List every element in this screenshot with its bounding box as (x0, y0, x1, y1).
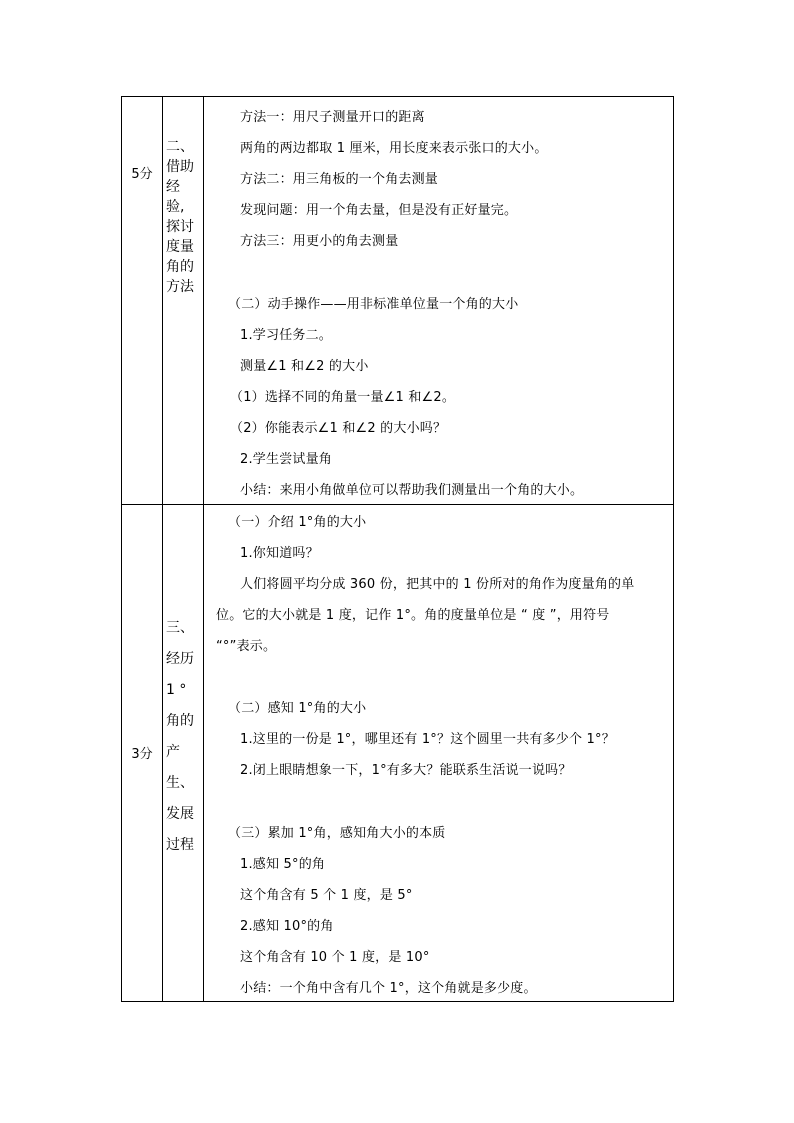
column-divider (162, 97, 163, 504)
stage-line: 生、 (166, 775, 194, 791)
content-line: 1.这里的一份是 1°，哪里还有 1°？这个圆里一共有多少个 1°？ (240, 732, 615, 747)
content-line: “°”表示。 (216, 639, 277, 654)
content-line: 方法三：用更小的角去测量 (240, 234, 399, 249)
content-line: 两角的两边都取 1 厘米，用长度来表示张口的大小。 (240, 141, 548, 156)
content-line: 1.学习任务二。 (240, 328, 333, 343)
content-line: 这个角含有 5 个 1 度，是 5° (240, 888, 413, 903)
content-line: 位。它的大小就是 1 度，记作 1°。角的度量单位是 “ 度 ”，用符号 (216, 608, 610, 623)
stage-line: 方法 (166, 279, 194, 295)
stage-line: 发展 (166, 806, 194, 822)
content-line: （二）感知 1°角的大小 (228, 701, 367, 716)
stage-cell (166, 618, 200, 866)
table-row (122, 505, 673, 1001)
content-line: 2.感知 10°的角 (240, 919, 334, 934)
stage-line: 二、 (166, 139, 194, 155)
content-line: 1.你知道吗？ (240, 546, 319, 561)
lesson-plan-table (121, 96, 674, 1002)
time-cell: 5分 (131, 167, 153, 182)
table-row (122, 97, 673, 505)
stage-line: 度量 (166, 239, 194, 255)
stage-cell (166, 137, 200, 297)
content-line: 人们将圆平均分成 360 份，把其中的 1 份所对的角作为度量角的单 (240, 577, 635, 592)
content-line: （三）累加 1°角，感知角大小的本质 (228, 826, 446, 841)
content-line: 小结：来用小角做单位可以帮助我们测量出一个角的大小。 (240, 483, 584, 498)
content-cell (204, 505, 673, 1001)
content-line: （二）动手操作——用非标准单位量一个角的大小 (228, 297, 519, 312)
time-cell: 3分 (131, 747, 153, 762)
content-line: 1.感知 5°的角 (240, 857, 326, 872)
stage-line: 经历 (166, 651, 194, 667)
content-cell (204, 97, 673, 504)
content-line: （1）选择不同的角量一量∠1 和∠2。 (230, 390, 456, 405)
content-line: 测量∠1 和∠2 的大小 (240, 359, 369, 374)
column-divider (162, 505, 163, 1001)
content-line: （一）介绍 1°角的大小 (228, 515, 367, 530)
content-line: 方法二：用三角板的一个角去测量 (240, 172, 439, 187)
content-line: 方法一：用尺子测量开口的距离 (240, 110, 425, 125)
content-line: 这个角含有 10 个 1 度，是 10° (240, 950, 430, 965)
stage-line: 1 ° (166, 682, 187, 698)
content-line: 发现问题：用一个角去量，但是没有正好量完。 (240, 203, 518, 218)
stage-line: 经 (166, 179, 180, 195)
content-line: 2.闭上眼睛想象一下，1°有多大？能联系生活说一说吗？ (240, 763, 572, 778)
stage-line: 借助 (166, 159, 194, 175)
stage-line: 验, (166, 199, 185, 215)
content-line: 2.学生尝试量角 (240, 452, 333, 467)
stage-line: 角的 (166, 713, 194, 729)
stage-line: 过程 (166, 837, 194, 853)
content-line: 小结：一个角中含有几个 1°，这个角就是多少度。 (240, 981, 537, 996)
stage-line: 角的 (166, 259, 194, 275)
content-line: （2）你能表示∠1 和∠2 的大小吗？ (230, 421, 447, 436)
stage-line: 探讨 (166, 219, 194, 235)
stage-line: 产 (166, 744, 180, 760)
stage-line: 三、 (166, 620, 194, 636)
